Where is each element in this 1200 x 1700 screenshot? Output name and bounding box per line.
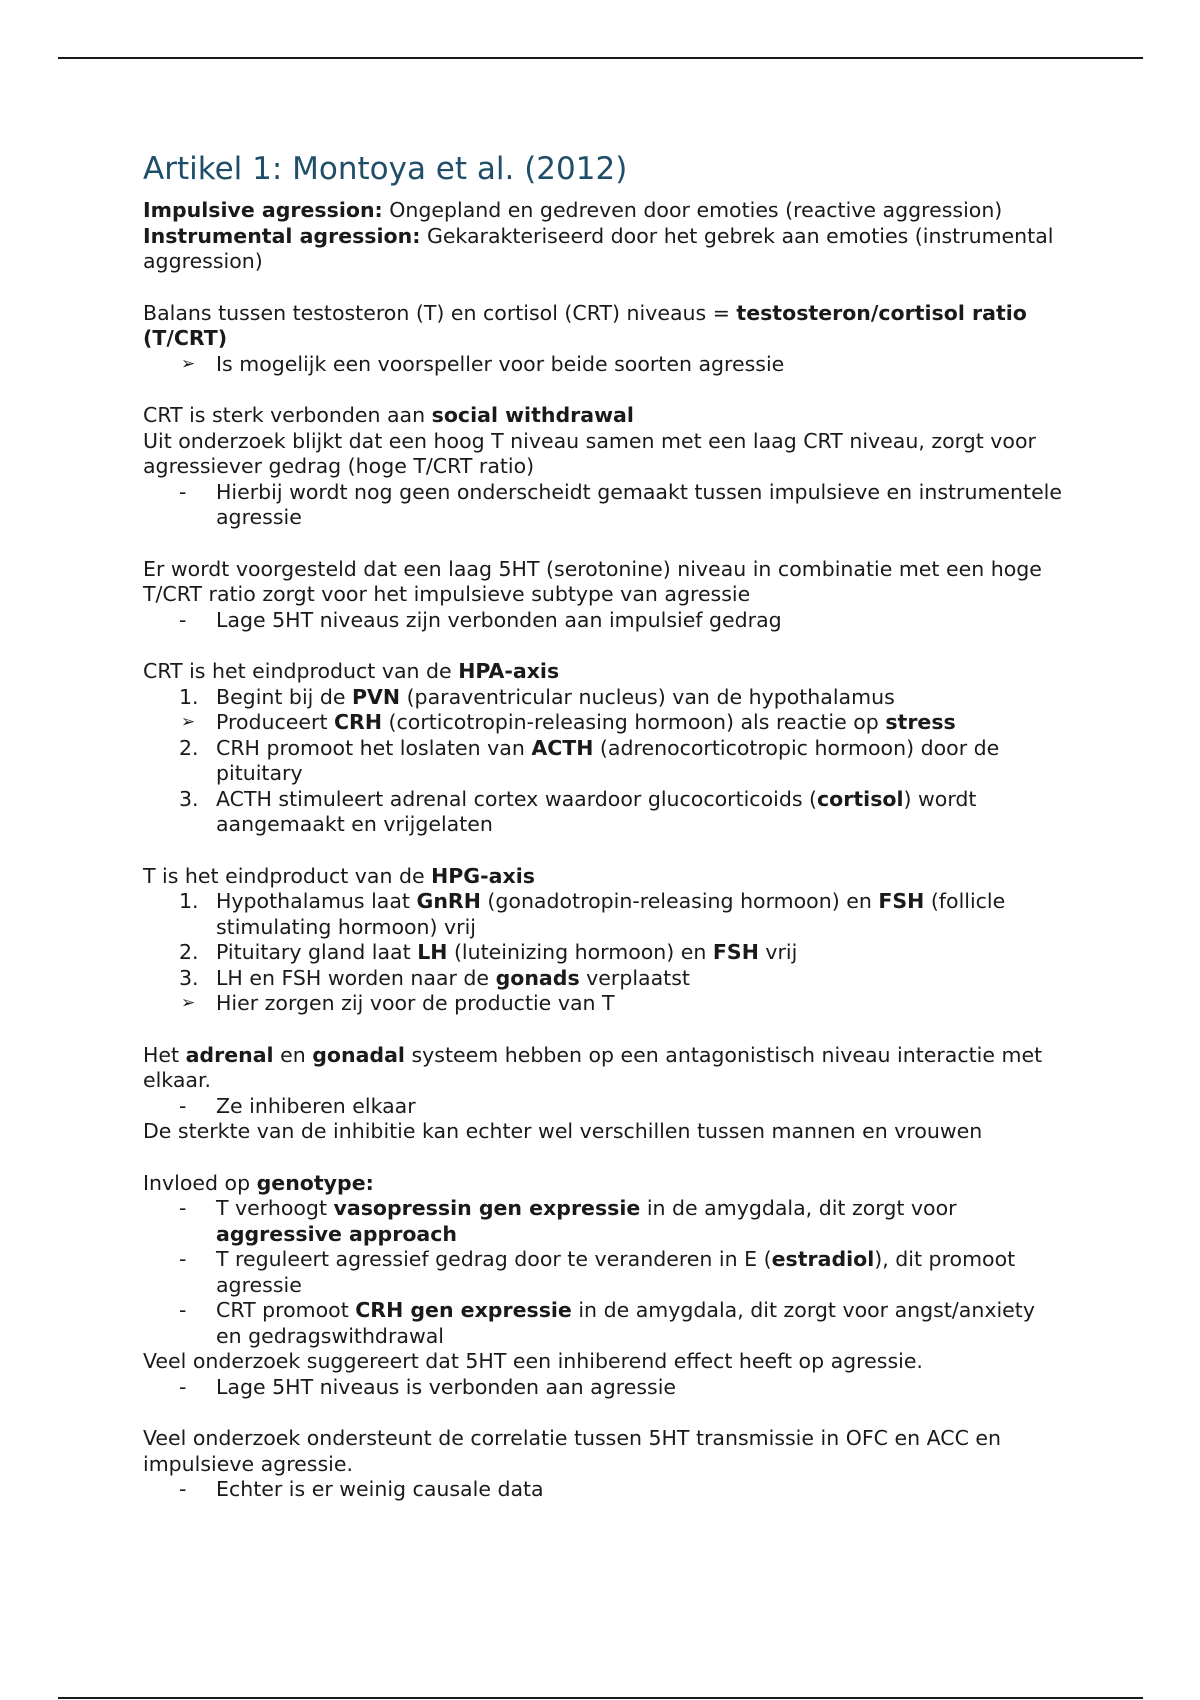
- arrow-bullet-icon: ➢: [181, 353, 196, 374]
- paragraph-adrenal-gonadal: Het adrenal en gonadal systeem hebben op een antagonistisch niveau interactie met elkaar.: [143, 1042, 1043, 1092]
- list-item: ➢ Hier zorgen zij voor de productie van T: [181, 991, 615, 1015]
- paragraph-instrumental: Instrumental agression: Gekarakteriseerd door het gebrek aan emoties (instrumental aggression): [143, 223, 1054, 273]
- list-item: 3. ACTH stimuleert adrenal cortex waardoor glucocorticoids (cortisol) wordt aangemaakt en vrijgelaten: [179, 786, 977, 836]
- list-item: - CRT promoot CRH gen expressie in de amygdala, dit zorgt voor angst/anxiety en gedragswithdrawal: [179, 1298, 1035, 1348]
- paragraph-ofc-acc: Veel onderzoek ondersteunt de correlatie tussen 5HT transmissie in OFC en ACC en impulsieve agressie.: [143, 1426, 1002, 1476]
- dash-bullet: -: [179, 1247, 187, 1271]
- footer-rule: [58, 1697, 1143, 1699]
- paragraph-5ht-inhibitie: Veel onderzoek suggereert dat 5HT een inhiberend effect heeft op agressie.: [143, 1349, 923, 1373]
- paragraph-hpa-axis: CRT is het eindproduct van de HPA-axis: [143, 659, 560, 683]
- dash-bullet: -: [179, 1196, 187, 1220]
- list-item: 2. CRH promoot het loslaten van ACTH (adrenocorticotropic hormoon) door de pituitary: [179, 735, 1000, 785]
- list-item: 1. Hypothalamus laat GnRH (gonadotropin-releasing hormoon) en FSH (follicle stimulating hormoon) vrij: [179, 889, 1006, 939]
- dash-bullet: -: [179, 1374, 187, 1399]
- number-marker: 2.: [179, 940, 199, 964]
- dash-bullet: -: [179, 1093, 187, 1118]
- list-item: - Echter is er weinig causale data: [179, 1477, 544, 1501]
- arrow-bullet-icon: ➢: [181, 712, 196, 732]
- dash-bullet: -: [179, 479, 187, 504]
- number-marker: 1.: [179, 889, 199, 913]
- paragraph-crt-withdrawal: CRT is sterk verbonden aan social withdrawal: [143, 403, 634, 427]
- header-rule: [58, 57, 1143, 59]
- list-item: - Lage 5HT niveaus is verbonden aan agressie: [179, 1374, 677, 1399]
- list-item: 2. Pituitary gland laat LH (luteinizing hormoon) en FSH vrij: [179, 940, 798, 964]
- paragraph-balans: Balans tussen testosteron (T) en cortisol (CRT) niveaus = testosteron/cortisol ratio (T/CRT): [143, 300, 1027, 350]
- list-item: - T verhoogt vasopressin gen expressie in de amygdala, dit zorgt voor aggressive approach: [179, 1196, 957, 1246]
- list-item: - Lage 5HT niveaus zijn verbonden aan impulsief gedrag: [179, 607, 782, 632]
- number-marker: 3.: [179, 786, 199, 811]
- page-title: Artikel 1: Montoya et al. (2012): [143, 151, 628, 187]
- list-item: - Ze inhiberen elkaar: [179, 1093, 416, 1118]
- number-marker: 3.: [179, 965, 199, 990]
- paragraph-genotype: Invloed op genotype:: [143, 1170, 374, 1195]
- arrow-bullet-icon: ➢: [181, 993, 196, 1013]
- dash-bullet: -: [179, 1298, 187, 1322]
- paragraph-impulsive: Impulsive agression: Ongepland en gedreven door emoties (reactive aggression): [143, 198, 1003, 222]
- list-item: 3. LH en FSH worden naar de gonads verplaatst: [179, 965, 690, 990]
- dash-bullet: -: [179, 1477, 187, 1501]
- paragraph-onderzoek: Uit onderzoek blijkt dat een hoog T niveau samen met een laag CRT niveau, zorgt voor agressiever gedrag (hoge T/CRT ratio): [143, 428, 1036, 478]
- paragraph-inhibitie: De sterkte van de inhibitie kan echter wel verschillen tussen mannen en vrouwen: [143, 1119, 983, 1143]
- number-marker: 2.: [179, 735, 199, 760]
- dash-bullet: -: [179, 607, 187, 632]
- list-item: 1. Begint bij de PVN (paraventricular nucleus) van de hypothalamus: [179, 684, 895, 709]
- paragraph-5ht: Er wordt voorgesteld dat een laag 5HT (serotonine) niveau in combinatie met een hoge T/CRT ratio zorgt voor het impulsieve subtype van agressie: [143, 556, 1042, 606]
- list-item: ➢ Produceert CRH (corticotropin-releasing hormoon) als reactie op stress: [181, 710, 956, 734]
- list-item: - T reguleert agressief gedrag door te veranderen in E (estradiol), dit promoot agressie: [179, 1247, 1016, 1297]
- list-item: - Hierbij wordt nog geen onderscheidt gemaakt tussen impulsieve en instrumentele agressie: [179, 479, 1062, 529]
- number-marker: 1.: [179, 684, 199, 709]
- list-item: ➢ Is mogelijk een voorspeller voor beide soorten agressie: [181, 351, 785, 376]
- paragraph-hpg-axis: T is het eindproduct van de HPG-axis: [143, 863, 535, 888]
- document-body: [143, 150, 1063, 1503]
